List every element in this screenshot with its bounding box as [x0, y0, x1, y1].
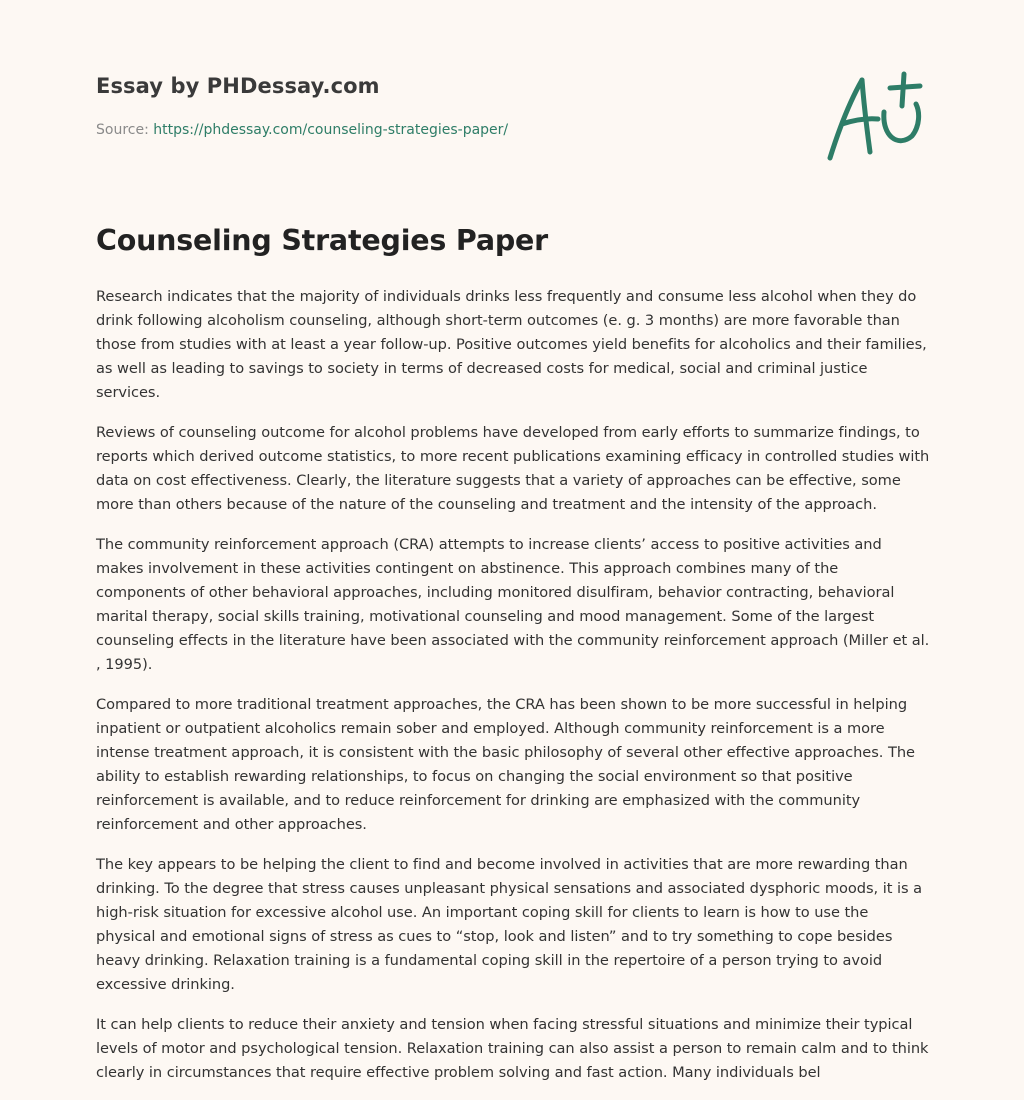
paragraph: It can help clients to reduce their anxiety and tension when facing stressful situations and minimize their typical levels of motor and psychological tension. Relaxation training can also assist a person to remain calm and to think clearly in circumstances that require effective problem solving and fast action. Many individuals bel: [96, 1016, 929, 1081]
essay-body: [96, 285, 932, 1100]
source-label: Source:: [96, 122, 149, 138]
source-line: [96, 122, 796, 138]
site-brand: Essay by PHDessay.com: [96, 74, 380, 98]
paragraph: Research indicates that the majority of individuals drinks less frequently and consume less alcohol when they do drink following alcoholism counseling, although short-term outcomes (e. g. 3 months) are more favorable than those from studies with at least a year follow-up. Positive outcomes yield benefits for alcoholics and their families, as well as leading to savings to society in terms of decreased costs for medical, social and criminal justice services.: [96, 288, 927, 401]
a-plus-logo-icon: [820, 66, 930, 166]
essay-title: Counseling Strategies Paper: [96, 224, 549, 257]
paragraph: Compared to more traditional treatment approaches, the CRA has been shown to be more successful in helping inpatient or outpatient alcoholics remain sober and employed. Although community reinforcement is a more intense treatment approach, it is consistent with the basic philosophy of several other effective approaches. The ability to establish rewarding relationships, to focus on changing the social environment so that positive reinforcement is available, and to reduce reinforcement for drinking are emphasized with the community reinforcement and other approaches.: [96, 696, 915, 833]
source-link[interactable]: https://phdessay.com/counseling-strategies-paper/: [153, 122, 509, 138]
paragraph: Reviews of counseling outcome for alcohol problems have developed from early efforts to summarize findings, to reports which derived outcome statistics, to more recent publications examining efficacy in controlled studies with data on cost effectiveness. Clearly, the literature suggests that a variety of approaches can be effective, some more than others because of the nature of the counseling and treatment and the intensity of the approach.: [96, 424, 930, 513]
paragraph: The key appears to be helping the client to find and become involved in activities that are more rewarding than drinking. To the degree that stress causes unpleasant physical sensations and associated dysphoric moods, it is a high-risk situation for excessive alcohol use. An important coping skill for clients to learn is how to use the physical and emotional signs of stress as cues to “stop, look and listen” and to try something to cope besides heavy drinking. Relaxation training is a fundamental coping skill in the repertoire of a person trying to avoid excessive drinking.: [96, 856, 923, 993]
header: [96, 74, 796, 138]
paragraph: The community reinforcement approach (CRA) attempts to increase clients’ access to positive activities and makes involvement in these activities contingent on abstinence. This approach combines many of the components of other behavioral approaches, including monitored disulfiram, behavior contracting, behavioral marital therapy, social skills training, motivational counseling and mood management. Some of the largest counseling effects in the literature have been associated with the community reinforcement approach (Miller et al. , 1995).: [96, 536, 930, 673]
